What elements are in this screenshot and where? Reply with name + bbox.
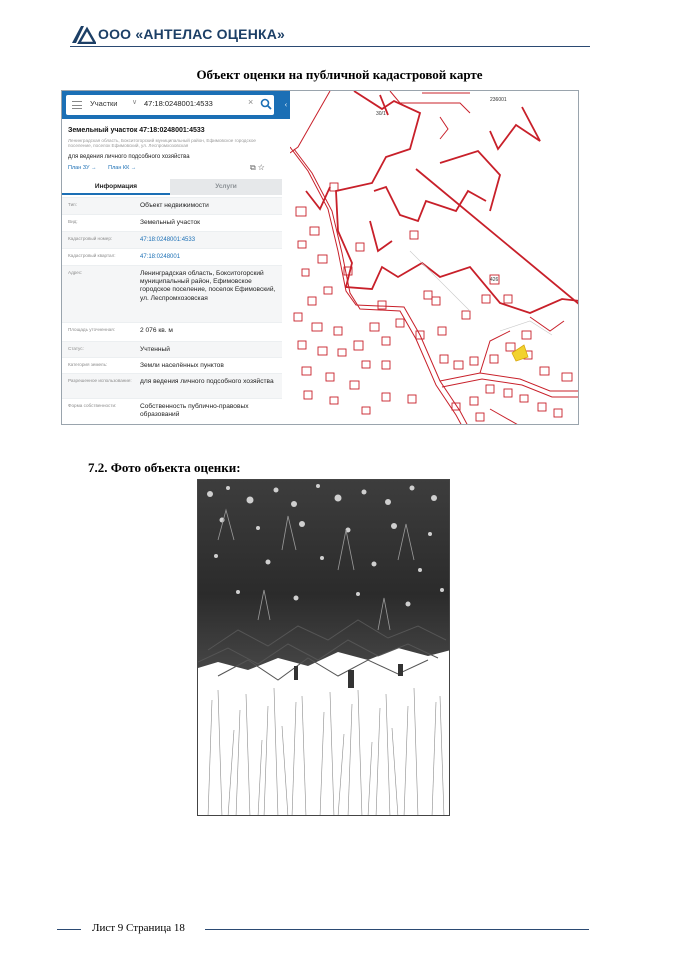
row-value: 2 076 кв. м	[140, 327, 173, 334]
info-row	[62, 231, 282, 248]
property-photo	[197, 479, 450, 816]
cadastral-map-screenshot	[61, 90, 579, 425]
company-logo-icon	[70, 24, 96, 44]
info-panel	[62, 91, 282, 425]
page-header	[70, 24, 590, 48]
row-label: Разрешенное использование:	[68, 378, 132, 383]
search-box[interactable]	[66, 95, 274, 115]
search-bar	[62, 91, 282, 119]
info-row	[62, 357, 282, 373]
photo-heading: 7.2. Фото объекта оценки:	[88, 460, 241, 475]
row-value: Учтенный	[140, 346, 170, 353]
row-label: Площадь уточненная:	[68, 327, 115, 332]
info-row	[62, 265, 282, 322]
row-value: Объект недвижимости	[140, 202, 209, 209]
row-label: Вид:	[68, 219, 78, 224]
footer-divider-left	[57, 929, 81, 930]
star-icon[interactable]: ☆	[257, 163, 265, 172]
collapse-panel-button[interactable]: ‹	[282, 91, 290, 119]
tab-services[interactable]: Услуги	[170, 179, 282, 195]
search-category[interactable]: Участки	[90, 99, 118, 108]
info-row	[62, 248, 282, 265]
row-label: Адрес:	[68, 270, 83, 275]
parcel-permitted-use: для ведения личного подсобного хозяйства	[68, 154, 190, 160]
info-row	[62, 214, 282, 231]
search-input[interactable]: 47:18:0248001:4533	[144, 99, 213, 108]
row-value: для ведения личного подсобного хозяйства	[140, 378, 274, 385]
info-row	[62, 341, 282, 357]
cadastral-quarter-link[interactable]: 47:18:0248001	[140, 254, 181, 260]
row-label: Форма собственности:	[68, 403, 117, 408]
map-label: 426	[490, 277, 499, 283]
row-value: Земельный участок	[140, 219, 201, 226]
header-divider	[70, 46, 590, 47]
row-label: Категория земель:	[68, 362, 108, 367]
plan-zu-link[interactable]: План ЗУ →	[68, 165, 97, 171]
parcel-title: Земельный участок 47:18:0248001:4533	[68, 127, 205, 134]
info-row	[62, 398, 282, 423]
footer-divider-right	[205, 929, 589, 930]
row-value: Собственность публично-правовых образований	[140, 403, 249, 419]
property-photo-image	[198, 480, 450, 816]
panel-action-icons	[250, 163, 264, 173]
row-value: Земли населённых пунктов	[140, 362, 224, 369]
info-row	[62, 373, 282, 398]
row-label: Кадастровый номер:	[68, 236, 113, 241]
section-title: Объект оценки на публичной кадастровой карте	[196, 67, 483, 82]
map-label: 30/1	[376, 111, 386, 117]
cadastral-map-canvas[interactable]	[290, 91, 579, 425]
row-label: Кадастровый квартал:	[68, 253, 116, 258]
info-row	[62, 322, 282, 341]
search-icon[interactable]	[260, 98, 272, 110]
info-rows	[62, 197, 282, 423]
map-label: 236001	[490, 97, 507, 103]
plan-links	[68, 165, 146, 171]
chevron-down-icon[interactable]: ∨	[132, 99, 138, 106]
parcel-address: Ленинградская область, Бокситогорский муниципальный район, Ефимовское городское поселение, поселок Ефимовский, ул. Леспромхозовская	[68, 138, 256, 149]
company-name: ООО «АНТЕЛАС ОЦЕНКА»	[98, 26, 286, 42]
clear-icon[interactable]: ×	[248, 97, 254, 107]
row-label: Тип:	[68, 202, 77, 207]
row-label: Статус:	[68, 346, 84, 351]
info-row	[62, 197, 282, 214]
plan-kk-link[interactable]: План КК →	[108, 165, 137, 171]
page-number: Лист 9 Страница 18	[92, 922, 185, 934]
panel-tabs	[62, 179, 282, 195]
menu-icon[interactable]	[72, 101, 82, 109]
row-value: Ленинградская область, Бокситогорский муниципальный район, Ефимовское городское поселение, поселок Ефимовский, ул. Леспромхозовская	[140, 270, 276, 302]
cadastral-number-link[interactable]: 47:18:0248001:4533	[140, 237, 196, 243]
copy-icon[interactable]: ⧉	[250, 163, 256, 172]
tab-info[interactable]: Информация	[62, 179, 170, 195]
